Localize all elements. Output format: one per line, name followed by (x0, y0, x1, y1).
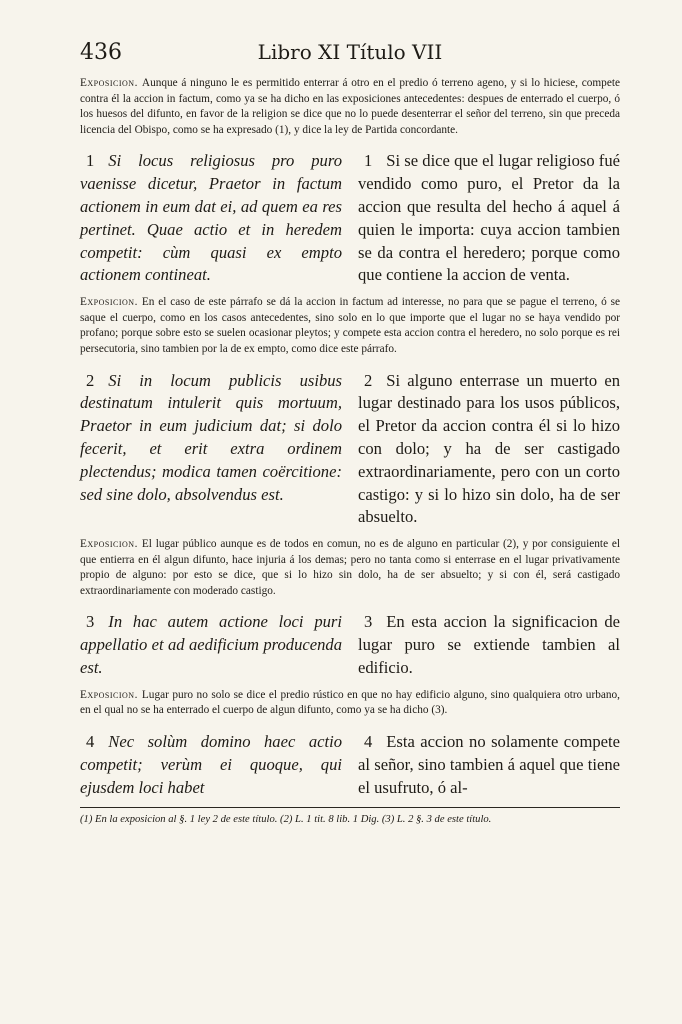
latin-text: 4 Nec solùm domino haec actio competit; verùm ei quoque, qui ejusdem loci habet (80, 732, 342, 797)
latin-text: 2 Si in locum publicis usibus destinatum intulerit quis mortuum, Praetor in eum judicium dat; si dolo fecerit, et erit extra ordinem plectendus; modica tamen coërcitione: sed sine dolo, absolvendus est. (80, 370, 342, 504)
page-header (80, 40, 620, 76)
exposicion-text: Aunque á ninguno le es permitido enterrar á otro en el predio ó terreno ageno, y si lo hiciese, compete contra él la accion in factum, como ya se ha dicho en las exposiciones antecedentes: despues de enterrado el cuerpo, ó los huesos del difunto, en favor de la religion se dice que no lo puede desenterrar el señor del terreno, sin que preceda licencia del Obispo, como se ha expresado (1), y dice la ley de Partida concordante. (80, 77, 620, 136)
paragraph-number: 4 (86, 732, 95, 752)
spanish-translation: 4 Esta accion no solamente compete al señor, sino tambien á aquel que tiene el usufruto, ó al- (358, 732, 620, 797)
exposicion-paragraph (80, 537, 620, 599)
law-paragraph-1 (80, 150, 620, 287)
paragraph-number: 1 (364, 151, 373, 171)
paragraph-number: 1 (86, 151, 95, 171)
exposicion-paragraph (80, 76, 620, 138)
spanish-translation: 2 Si alguno enterrase un muerto en lugar destinado para los usos públicos, el Pretor da accion contra él si lo hizo con dolo; y ha de ser castigado extraordinariamente, pero con un corto castigo: y si lo hizo sin dolo, ha de ser absuelto. (358, 370, 620, 527)
exposicion-label: Exposicion. (80, 538, 138, 551)
law-paragraph-2 (80, 370, 620, 530)
exposicion-text: El lugar público aunque es de todos en comun, no es de alguno en particular (2), y por consiguiente el que entierra en él algun difunto, hace injuria á los demas; pero no tanta como si enterrase en el lugar privativamente propio de alguno: por esto se dice, que si lo hizo sin dolo, ha de ser absuelto; y si con él, será castigado extraordinariamente con moderado castigo. (80, 538, 620, 597)
page-number: 436 (80, 40, 122, 65)
exposicion-text: En el caso de este párrafo se dá la accion in factum ad interesse, no para que se pague el terreno, ó se saque el cuerpo, como en los casos antecedentes, sino solo en lo que importe que el lugar no se haya vendido por profano; porque sobre esto se suelen ocasionar pleytos; y compete esta accion contra el heredero, no solo porque es rei persecutoria, sino tambien por la de ex empto, como dice este párrafo. (80, 296, 620, 355)
latin-text: 1 Si locus religiosus pro puro vaenisse dicetur, Praetor in factum actionem in eum dat ei, ad quem ea res pertinet. Quae actio et in heredem competit: cùm quasi ex empto actionem contineat. (80, 151, 342, 285)
exposicion-text: Lugar puro no solo se dice el predio rústico en que no hay edificio alguno, sino qualquiera otro urbano, en el qual no se ha enterrado el cuerpo de algun difunto, como ya se ha dicho (3). (80, 688, 620, 717)
paragraph-number: 2 (364, 370, 373, 390)
exposicion-paragraph (80, 688, 620, 719)
footnote-divider (80, 807, 620, 808)
paragraph-number: 3 (364, 612, 373, 632)
book-page (80, 40, 620, 827)
exposicion-label: Exposicion. (80, 296, 138, 309)
paragraph-number: 3 (86, 612, 95, 632)
paragraph-number: 4 (364, 732, 373, 752)
exposicion-label: Exposicion. (80, 688, 138, 701)
paragraph-number: 2 (86, 370, 95, 390)
running-title: Libro XI Título VII (257, 40, 443, 64)
exposicion-paragraph (80, 295, 620, 357)
law-paragraph-4 (80, 731, 620, 799)
law-paragraph-3 (80, 611, 620, 679)
spanish-translation: 3 En esta accion la significacion de lugar puro se extiende tambien al edificio. (358, 612, 620, 678)
spanish-translation: 1 Si se dice que el lugar religioso fué vendido como puro, el Pretor da la accion que resulta del hecho á aquel á quien le importa: cuya accion tambien se da contra el heredero; porque como que contiene la accion de venta. (358, 151, 620, 285)
exposicion-label: Exposicion. (80, 77, 138, 89)
latin-text: 3 In hac autem actione loci puri appellatio et ad aedificium producenda est. (80, 612, 342, 678)
footnotes: (1) En la exposicion al §. 1 ley 2 de este título. (2) L. 1 tit. 8 lib. 1 Dig. (3) L. 2 §. 3 de este título. (80, 814, 492, 826)
